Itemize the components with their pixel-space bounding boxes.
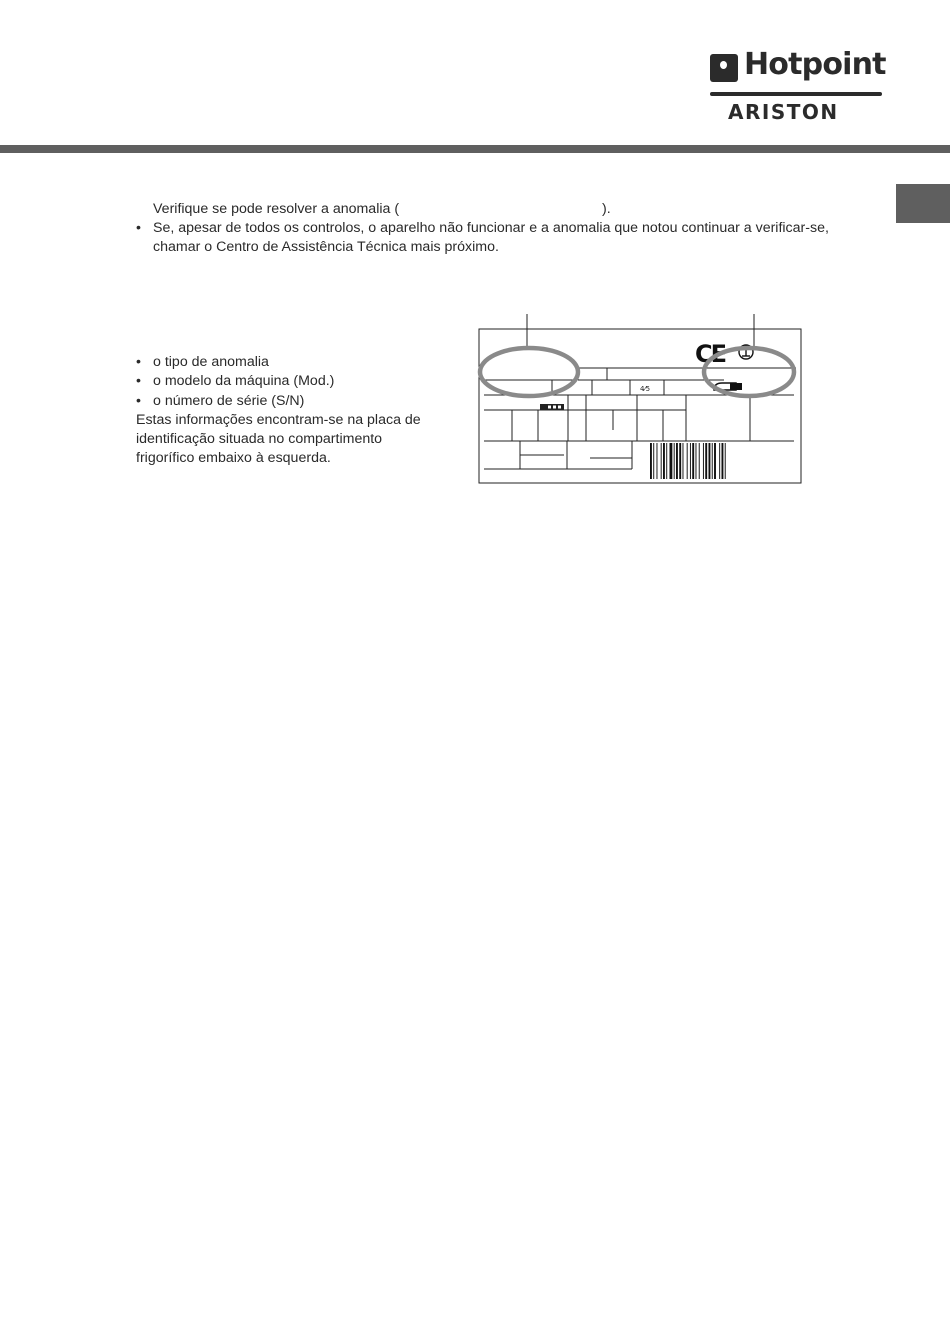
barcode-bar bbox=[683, 443, 684, 479]
barcode-bar bbox=[679, 443, 681, 479]
barcode-bar bbox=[703, 443, 704, 479]
list-item bbox=[136, 392, 456, 411]
brand-logo bbox=[708, 47, 886, 130]
barcode-bar bbox=[676, 443, 678, 479]
barcode-bar bbox=[722, 443, 724, 479]
brand-name-ariston: ARISTON bbox=[728, 100, 839, 124]
bullet-dot: • bbox=[136, 373, 141, 390]
serial-highlight-ring bbox=[704, 348, 794, 396]
ce-mark-icon: CE bbox=[695, 340, 726, 368]
brand-square-icon bbox=[710, 54, 738, 82]
barcode-bar bbox=[705, 443, 707, 479]
model-highlight-ring bbox=[480, 348, 578, 396]
language-tab bbox=[896, 184, 950, 223]
brand-name-hotpoint: Hotpoint bbox=[744, 47, 886, 82]
barcode-bar bbox=[692, 443, 694, 479]
list-item-text: o tipo de anomalia bbox=[153, 354, 269, 370]
barcode-bar bbox=[699, 443, 700, 479]
info-section bbox=[136, 353, 456, 469]
barcode-bar bbox=[653, 443, 654, 479]
list-item-text: o modelo da máquina (Mod.) bbox=[153, 373, 335, 390]
barcode-bar bbox=[690, 443, 691, 479]
barcode-bar bbox=[719, 443, 720, 479]
assistance-bullet bbox=[136, 219, 876, 257]
list-item bbox=[136, 353, 456, 372]
list-item-text: o número de série (S/N) bbox=[153, 392, 305, 409]
plate-location-line: Estas informações encontram-se na placa de bbox=[136, 411, 421, 428]
barcode-bar bbox=[725, 443, 726, 479]
barcode-bar bbox=[666, 443, 667, 479]
barcode-bar bbox=[657, 443, 658, 479]
verify-prefix: Verifique se pode resolver a anomalia ( bbox=[153, 201, 400, 217]
barcode-bar bbox=[709, 443, 711, 479]
verify-suffix: ). bbox=[602, 201, 611, 217]
barcode-bar bbox=[661, 443, 662, 479]
header-band bbox=[0, 145, 950, 153]
plate-location-line: identificação situada no compartimento bbox=[136, 431, 383, 448]
barcode-bar bbox=[714, 443, 716, 479]
plate-cell-mark: 4⁄5 bbox=[640, 385, 651, 393]
barcode-bar bbox=[696, 443, 697, 479]
rating-plate-diagram bbox=[474, 310, 806, 488]
list-item bbox=[136, 372, 456, 391]
barcode-bar bbox=[687, 443, 688, 479]
bullet-dot: • bbox=[136, 354, 141, 370]
brand-divider bbox=[710, 92, 882, 96]
bullet-dot: • bbox=[136, 220, 141, 236]
barcode-bar bbox=[650, 443, 652, 479]
barcode-icon bbox=[650, 443, 726, 479]
energy-label-box bbox=[540, 404, 564, 410]
barcode-bar bbox=[712, 443, 713, 479]
verify-line bbox=[136, 200, 876, 219]
plate-location-line: frigorífico embaixo à esquerda. bbox=[136, 450, 331, 467]
barcode-bar bbox=[663, 443, 665, 479]
barcode-bar bbox=[670, 443, 673, 479]
bullet-dot: • bbox=[136, 392, 141, 409]
barcode-bar bbox=[674, 443, 675, 479]
intro-section bbox=[136, 200, 876, 257]
assistance-text: Se, apesar de todos os controlos, o aparelho não funcionar e a anomalia que notou continuar a verificar-se, chamar o Centro de Assistência Técnica mais próximo. bbox=[153, 220, 829, 255]
